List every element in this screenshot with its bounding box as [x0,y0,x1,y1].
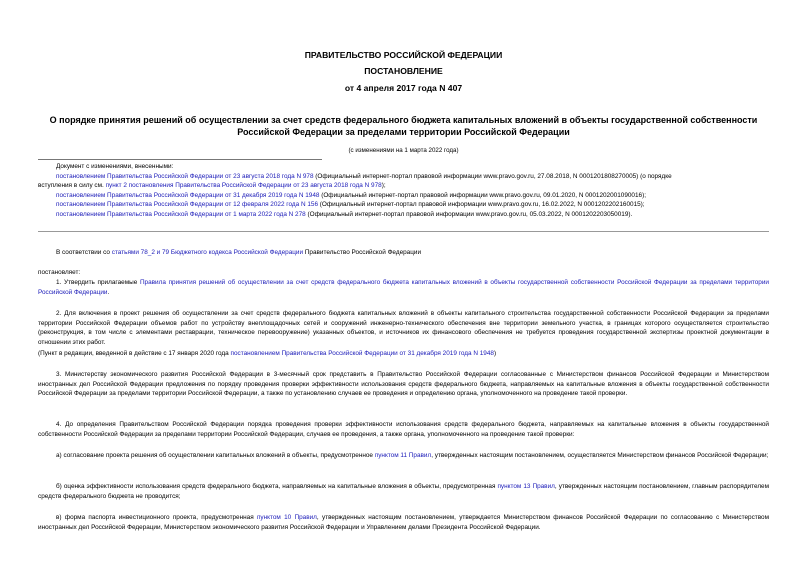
amendment-1-note-suffix: ); [381,182,386,190]
legal-basis [38,248,769,258]
document-title [0,114,807,138]
amendment-1-clause-link[interactable]: пункт 2 постановления Правительства Российской Федерации от 23 августа 2018 года N 978 [105,182,382,190]
document-date-number: от 4 апреля 2017 года N 407 [344,83,463,93]
subparagraph-c [38,513,769,532]
title-line-1: О порядке принятия решений об осуществлении за счет средств федерального бюджета капитальных вложений в объекты государственной собственности [49,115,758,125]
paragraph-3 [38,370,769,399]
paragraph-4 [38,420,769,439]
budget-code-link[interactable]: статьями 78_2 и 79 Бюджетного кодекса Российской Федерации [111,249,304,256]
edition-note: (с изменениями на 1 марта 2022 года) [348,147,459,154]
subparagraph-a-prefix: а) согласование проекта решения об осуществлении капитальных вложений в объекты, предусмотренное [56,452,375,459]
paragraph-2-text: 2. Для включения в проект решения об осуществлении за счет средств федерального бюджета капитальных вложений в объекты капитального строительства государственной собственности Российской Федерации за пределами территории Российской Федерации объемов работ по устройству внеплощадочных сетей и сооружений инженерно-технического обеспечения вне территории земельного участка, в границах которого осуществляется строительство (реконструкция, в том числе с элементами реставрации, техническое перевооружение) указанных объектов, и источников их финансового обеспечения не требуется проведения государственной экспертизы проектной документации в отношении этих работ. [38,310,769,346]
amendment-1-note-prefix: вступления в силу см. [38,182,106,190]
amendment-details-1: (Официальный интернет-портал правовой информации www.pravo.gov.ru, 27.08.2018, N 0001201808270005) (о порядке [313,172,672,180]
amendment-details-2: (Официальный интернет-портал правовой информации www.pravo.gov.ru, 09.01.2020, N 0001202001090016); [319,191,647,199]
rules-link[interactable]: Правила принятия решений об осуществлении за счет средств федерального бюджета капитальных вложений в объекты государственной собственности Российской Федерации за пределами территории Российской Федерации [38,279,769,296]
subparagraph-c-prefix: в) форма паспорта инвестиционного проекта, предусмотренная [56,514,257,521]
amendment-details-3: (Официальный интернет-портал правовой информации www.pravo.gov.ru, 16.02.2022, N 0001202202160015); [318,201,645,209]
paragraph-1-prefix: 1. Утвердить прилагаемые [56,279,140,286]
amendments-block [38,162,769,220]
subparagraph-a [38,451,769,461]
subparagraph-c-suffix: , утвержденных настоящим постановлением, утверждается Министерством финансов Российской Федерации по согласованию с Министерством иностранных дел Российской Федерации, Министерством экономического развития Российской Федерации и Управлением делами Президента Российской Федерации. [38,514,769,531]
paragraph-2-note-suffix: ) [493,350,497,357]
paragraph-3-text: 3. Министерству экономического развития Российской Федерации в 3-месячный срок представить в Правительство Российской Федерации согласованные с Министерством финансов Российской Федерации и Министерством иностранных дел Российской Федерации предложения по порядку проведения проверки эффективности использования средств федерального бюджета, направляемых на капитальные вложения в объекты государственной собственности Российской Федерации за пределами территории Российской Федерации, а также по установлению случаев ее проведения и определению органа, уполномоченного на проведение такой проверки. [38,371,769,398]
paragraph-1 [38,278,769,297]
decree-word: постановляет: [38,269,81,276]
subparagraph-b-prefix: б) оценка эффективности использования средств федерального бюджета, направляемых на капитальные вложения в объекты, предусмотренная [56,483,498,490]
amendment-link-3[interactable]: постановлением Правительства Российской Федерации от 12 февраля 2022 года N 156 [56,201,319,209]
rules-clause-10-link[interactable]: пунктом 10 Правил [256,514,317,521]
government-name: ПРАВИТЕЛЬСТВО РОССИЙСКОЙ ФЕДЕРАЦИИ [304,50,503,60]
subparagraph-b-suffix: , утвержденных настоящим постановлением, главным распорядителем средств федерального бюджета не проводится; [38,483,769,500]
subparagraph-b [38,482,769,501]
amendment-link-4[interactable]: постановлением Правительства Российской Федерации от 1 марта 2022 года N 278 [56,210,306,218]
paragraph-1-suffix: . [107,288,110,296]
amendment-details-4: (Официальный интернет-портал правовой информации www.pravo.gov.ru, 05.03.2022, N 0001202203050019). [305,210,633,218]
rules-clause-11-link[interactable]: пунктом 11 Правил [374,452,432,459]
divider-top [38,159,322,160]
amendment-link-2[interactable]: постановлением Правительства Российской Федерации от 31 декабря 2019 года N 1948 [56,191,320,199]
paragraph-2-note [38,349,769,359]
document-type: ПОСТАНОВЛЕНИЕ [364,66,443,76]
legal-basis-suffix: Правительство Российской Федерации [303,249,422,256]
paragraph-2-note-prefix: (Пункт в редакции, введенной в действие с 17 января 2020 года [38,350,231,357]
rules-clause-13-link[interactable]: пунктом 13 Правил [497,483,555,490]
amendments-intro: Документ с изменениями, внесенными: [56,163,174,170]
legal-basis-prefix: В соответствии со [56,249,112,256]
paragraph-2 [38,309,769,347]
title-line-2: Российской Федерации за пределами территории Российской Федерации [237,127,570,137]
divider-bottom [38,231,769,232]
paragraph-2-note-link[interactable]: постановлением Правительства Российской Федерации от 31 декабря 2019 года N 1948 [230,350,494,357]
paragraph-4-text: 4. До определения Правительством Российской Федерации порядка проведения проверки эффективности использования средств федерального бюджета, направляемых на капитальные вложения в объекты государственной собственности Российской Федерации за пределами территории Российской Федерации, случаев ее проведения, а также органа, уполномоченного на проведение такой проверки: [38,421,769,438]
subparagraph-a-suffix: , утвержденных настоящим постановлением, осуществляется Министерством финансов Российской Федерации; [431,452,769,459]
amendment-link-1[interactable]: постановлением Правительства Российской Федерации от 23 августа 2018 года N 978 [56,172,314,180]
